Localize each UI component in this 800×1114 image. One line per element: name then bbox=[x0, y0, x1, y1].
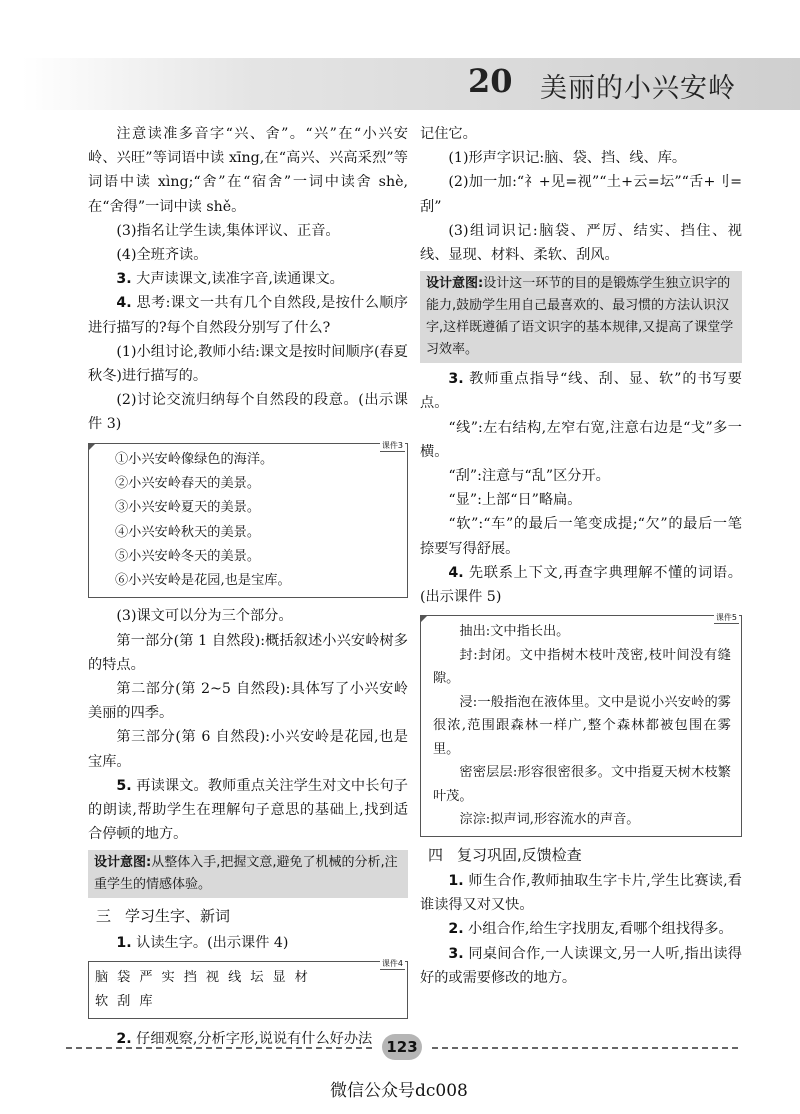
paragraph bbox=[420, 869, 742, 917]
paragraph bbox=[420, 942, 742, 990]
paragraph: 第一部分(第 1 自然段):概括叙述小兴安岭树多的特点。 bbox=[88, 632, 408, 673]
item-number: 4. bbox=[448, 564, 464, 581]
box-item: ②小兴安岭春天的美景。 bbox=[115, 475, 261, 491]
item-text: 思考:课文一共有几个自然段,是按什么顺序进行描写的?每个自然段分别写了什么? bbox=[88, 295, 408, 336]
design-intent-box bbox=[420, 271, 742, 363]
paragraph: (4)全班齐读。 bbox=[116, 247, 208, 264]
box-corner bbox=[88, 443, 96, 451]
section-number: 四 bbox=[428, 845, 444, 864]
paragraph: (2)加一加:“礻+见=视”“土+云=坛”“舌+刂=刮” bbox=[420, 174, 742, 215]
right-column bbox=[420, 122, 742, 990]
box-corner bbox=[420, 615, 428, 623]
paragraph bbox=[88, 291, 408, 339]
page-number-badge: 123 bbox=[382, 1034, 422, 1060]
item-text: 仔细观察,分析字形,说说有什么好办法 bbox=[136, 1030, 373, 1047]
item-text: 大声读课文,读准字音,读通课文。 bbox=[136, 271, 344, 288]
courseware-tag: 课件5 bbox=[715, 613, 737, 623]
courseware-tag: 课件3 bbox=[381, 440, 403, 450]
paragraph: (1)形声字识记:脑、袋、挡、线、库。 bbox=[448, 150, 687, 167]
paragraph: (1)小组讨论,教师小结:课文是按时间顺序(春夏秋冬)进行描写的。 bbox=[88, 343, 408, 385]
box-item: 封:封闭。文中指树木枝叶茂密,枝叶间没有缝隙。 bbox=[433, 647, 731, 687]
courseware-4-box bbox=[88, 958, 408, 1019]
paragraph: 第二部分(第 2~5 自然段):具体写了小兴安岭美丽的四季。 bbox=[88, 681, 408, 722]
item-text: 师生合作,教师抽取生字卡片,学生比赛读,看谁读得又对又快。 bbox=[420, 872, 742, 914]
new-characters-line: 脑袋严实挡视线坛显材 bbox=[95, 969, 317, 985]
item-number: 2. bbox=[116, 1030, 132, 1047]
design-intent-label: 设计意图: bbox=[94, 855, 152, 871]
lesson-number: 20 bbox=[468, 62, 513, 100]
section-title: 学习生字、新词 bbox=[125, 907, 231, 926]
paragraph: “刮”:注意与“乱”区分开。 bbox=[448, 468, 610, 485]
courseware-5-box bbox=[420, 615, 742, 837]
box-item: 淙淙:拟声词,形容流水的声音。 bbox=[459, 812, 640, 828]
design-intent-box bbox=[88, 850, 408, 898]
paragraph bbox=[88, 267, 408, 291]
design-intent-label: 设计意图: bbox=[426, 276, 484, 292]
item-number: 1. bbox=[116, 934, 132, 951]
new-characters-line: 软刮库 bbox=[95, 993, 162, 1009]
item-number: 2. bbox=[448, 921, 464, 938]
paragraph: (2)讨论交流归纳每个自然段的段意。(出示课件 3) bbox=[88, 392, 408, 433]
design-intent-text: 从整体入手,把握文意,避免了机械的分析,注重学生的情感体验。 bbox=[94, 855, 398, 893]
item-number: 4. bbox=[116, 295, 132, 312]
paragraph: 第三部分(第 6 自然段):小兴安岭是花园,也是宝库。 bbox=[88, 729, 408, 770]
section-title: 复习巩固,反馈检查 bbox=[457, 845, 582, 864]
item-number: 5. bbox=[116, 777, 132, 794]
box-item: ①小兴安岭像绿色的海洋。 bbox=[115, 451, 274, 467]
paragraph: 注意读准多音字“兴、舍”。“兴”在“小兴安岭、兴旺”等词语中读 xīng,在“高兴、兴高采烈”等词语中读 xìng;“舍”在“宿舍”一词中读舍 shè,在“舍得”一词中读 shě。 bbox=[88, 126, 408, 215]
courseware-tag: 课件4 bbox=[381, 958, 403, 968]
lesson-title: 美丽的小兴安岭 bbox=[540, 73, 736, 104]
paragraph bbox=[420, 917, 742, 941]
box-item: ⑤小兴安岭冬天的美景。 bbox=[115, 548, 261, 564]
footer-divider-right bbox=[432, 1047, 738, 1049]
item-text: 教师重点指导“线、刮、显、软”的书写要点。 bbox=[420, 371, 742, 412]
box-item: ⑥小兴安岭是花园,也是宝库。 bbox=[115, 573, 291, 589]
paragraph: (3)指名让学生读,集体评议、正音。 bbox=[116, 222, 340, 239]
footer-divider-left bbox=[66, 1047, 372, 1049]
courseware-3-box bbox=[88, 440, 408, 599]
item-number: 3. bbox=[448, 945, 464, 962]
box-item: 抽出:文中指长出。 bbox=[459, 624, 570, 640]
paragraph: 记住它。 bbox=[420, 126, 477, 142]
box-item: ③小兴安岭夏天的美景。 bbox=[115, 500, 261, 516]
section-heading bbox=[420, 843, 742, 867]
design-intent-text: 设计这一环节的目的是锻炼学生独立识字的能力,鼓励学生用自己最喜欢的、最习惯的方法认识汉字,这样既遵循了语文识字的基本规律,又提高了课堂学习效率。 bbox=[426, 276, 734, 358]
section-number: 三 bbox=[96, 907, 112, 926]
paragraph bbox=[420, 561, 742, 609]
item-text: 同桌间合作,一人读课文,另一人听,指出读得好的或需要修改的地方。 bbox=[420, 945, 742, 986]
paragraph: (3)组词识记:脑袋、严厉、结实、挡住、视线、显现、材料、柔软、刮风。 bbox=[420, 222, 742, 264]
paragraph: “软”:“车”的最后一笔变成提;“欠”的最后一笔捺要写得舒展。 bbox=[420, 516, 742, 557]
paragraph: (3)课文可以分为三个部分。 bbox=[116, 608, 293, 625]
paragraph bbox=[88, 931, 408, 955]
watermark-text: 微信公众号dc008 bbox=[330, 1081, 468, 1101]
paragraph bbox=[88, 774, 408, 847]
paragraph: “显”:上部“日”略扁。 bbox=[448, 492, 582, 509]
left-column bbox=[88, 122, 408, 1051]
item-number: 3. bbox=[116, 271, 132, 288]
box-item: 浸:一般指泡在液体里。文中是说小兴安岭的雾很浓,范围跟森林一样广,整个森林都被包围在雾里。 bbox=[433, 694, 731, 757]
section-heading bbox=[88, 904, 408, 928]
paragraph: “线”:左右结构,左窄右宽,注意右边是“戈”多一横。 bbox=[420, 419, 742, 460]
item-text: 小组合作,给生字找朋友,看哪个组找得多。 bbox=[468, 921, 733, 938]
item-text: 认读生字。(出示课件 4) bbox=[136, 934, 289, 951]
paragraph bbox=[420, 367, 742, 415]
item-number: 1. bbox=[448, 872, 464, 889]
box-item: ④小兴安岭秋天的美景。 bbox=[115, 524, 261, 540]
item-text: 再读课文。教师重点关注学生对文中长句子的朗读,帮助学生在理解句子意思的基础上,找到适合停顿的地方。 bbox=[88, 777, 408, 843]
box-item: 密密层层:形容很密很多。文中指夏天树木枝繁叶茂。 bbox=[433, 765, 731, 804]
item-text: 先联系上下文,再查字典理解不懂的词语。(出示课件 5) bbox=[420, 564, 742, 606]
item-number: 3. bbox=[448, 371, 464, 388]
